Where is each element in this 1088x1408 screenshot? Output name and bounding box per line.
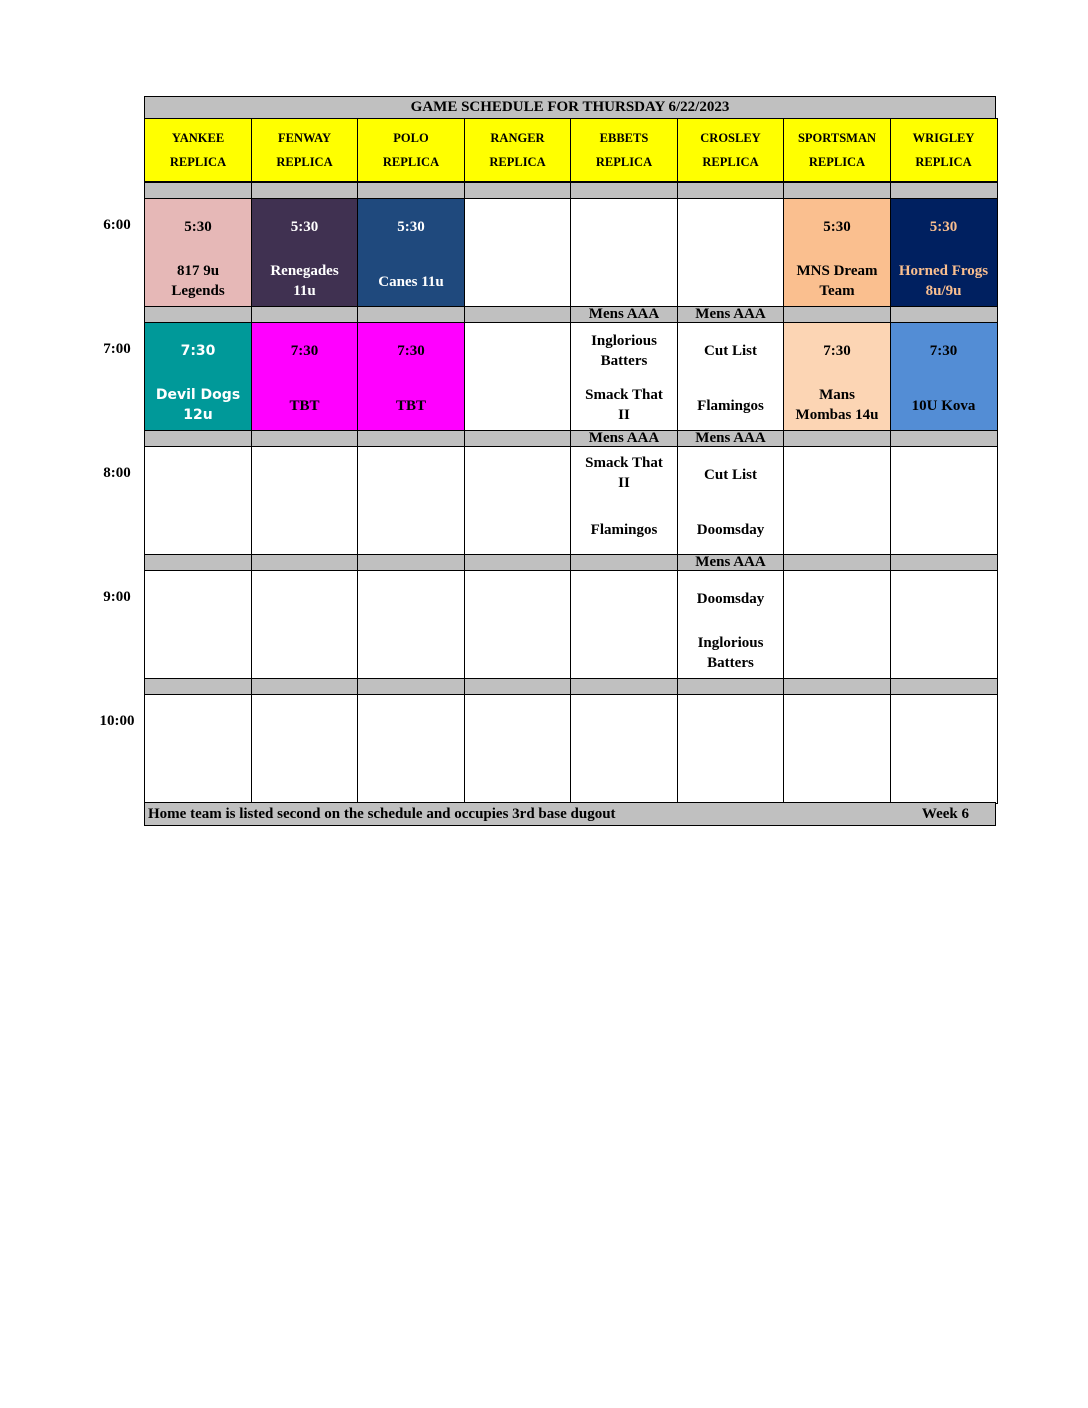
- game-slot: [677, 446, 785, 556]
- slot-time: 5:30: [929, 218, 958, 235]
- empty-slot: [677, 198, 785, 308]
- divider-cell: [357, 182, 465, 199]
- divider-cell: [144, 182, 252, 199]
- slot-matchup: Inglorious Batters: [697, 634, 764, 671]
- time-label: 9:00: [103, 588, 131, 605]
- field-header: [783, 118, 891, 182]
- empty-slot: [677, 694, 785, 804]
- week-label: Week 6: [921, 805, 969, 822]
- game-slot: [677, 322, 785, 432]
- divider-cell: [890, 678, 998, 695]
- field-header: [677, 118, 785, 182]
- divider-cell: [570, 678, 678, 695]
- divider-cell: Mens AAA: [677, 430, 785, 447]
- time-label: 8:00: [103, 464, 131, 481]
- field-name: EBBETS: [599, 131, 649, 145]
- empty-slot: [783, 446, 891, 556]
- game-slot: [890, 198, 998, 308]
- divider-cell: [783, 182, 891, 199]
- empty-slot: [464, 322, 572, 432]
- slot-matchup: MNS Dream Team: [796, 262, 878, 299]
- field-subtitle: REPLICA: [915, 155, 972, 169]
- empty-slot: [464, 570, 572, 680]
- divider-cell: [144, 678, 252, 695]
- field-name: SPORTSMAN: [797, 131, 877, 145]
- field-header: [570, 118, 678, 182]
- slot-matchup: 10U Kova: [911, 397, 976, 414]
- divider-cell: [251, 678, 359, 695]
- field-subtitle: REPLICA: [276, 155, 333, 169]
- game-slot: [144, 198, 252, 308]
- footer-note: Home team is listed second on the schedule and occupies 3rd base dugout: [148, 805, 616, 822]
- divider-cell: [570, 182, 678, 199]
- field-header: [251, 118, 359, 182]
- field-header: [890, 118, 998, 182]
- field-name: WRIGLEY: [912, 131, 975, 145]
- empty-slot: [357, 570, 465, 680]
- divider-cell: [464, 678, 572, 695]
- game-slot: [251, 322, 359, 432]
- empty-slot: [144, 694, 252, 804]
- empty-slot: [464, 446, 572, 556]
- slot-matchup: Horned Frogs 8u/9u: [898, 262, 989, 299]
- slot-time: 5:30: [397, 218, 425, 235]
- slot-time: 7:30: [823, 342, 851, 359]
- field-subtitle: REPLICA: [702, 155, 759, 169]
- divider-cell: Mens AAA: [570, 306, 678, 323]
- divider-cell: Mens AAA: [677, 306, 785, 323]
- slot-matchup: Doomsday: [696, 521, 765, 538]
- divider-cell: [464, 430, 572, 447]
- schedule-title: GAME SCHEDULE FOR THURSDAY 6/22/2023: [144, 96, 996, 119]
- field-subtitle: REPLICA: [382, 155, 440, 169]
- empty-slot: [357, 694, 465, 804]
- empty-slot: [251, 446, 359, 556]
- time-label: 7:00: [103, 340, 131, 357]
- empty-slot: [251, 694, 359, 804]
- divider-cell: [890, 554, 998, 571]
- game-slot: [570, 322, 678, 432]
- field-header: [464, 118, 572, 182]
- divider-cell: [357, 306, 465, 323]
- slot-time: 7:30: [929, 342, 958, 359]
- slot-matchup: Canes 11u: [378, 273, 444, 290]
- game-slot: [677, 570, 785, 680]
- divider-cell: [783, 554, 891, 571]
- empty-slot: [464, 198, 572, 308]
- divider-cell: [251, 430, 359, 447]
- game-slot: [783, 198, 891, 308]
- divider-cell: [144, 306, 252, 323]
- schedule-table: [144, 96, 996, 833]
- game-slot: [890, 322, 998, 432]
- divider-cell: [144, 430, 252, 447]
- game-slot: [357, 322, 465, 432]
- empty-slot: [783, 570, 891, 680]
- game-slot: [251, 198, 359, 308]
- divider-cell: Mens AAA: [677, 554, 785, 571]
- divider-cell: [783, 306, 891, 323]
- divider-cell: [464, 182, 572, 199]
- slot-time: 5:30: [823, 218, 851, 235]
- slot-time: 5:30: [184, 218, 212, 235]
- field-subtitle: REPLICA: [595, 155, 653, 169]
- slot-time: 7:30: [397, 342, 425, 359]
- slot-matchup: TBT: [395, 397, 426, 414]
- slot-time: Smack That II: [585, 454, 663, 491]
- field-name: FENWAY: [277, 131, 332, 145]
- slot-time: 7:30: [290, 342, 319, 359]
- divider-cell: [677, 182, 785, 199]
- slot-matchup: 817 9u Legends: [171, 262, 225, 299]
- divider-cell: [783, 678, 891, 695]
- game-slot: [144, 322, 252, 432]
- divider-cell: [357, 430, 465, 447]
- divider-cell: [464, 554, 572, 571]
- divider-cell: [144, 554, 252, 571]
- slot-matchup: Mans Mombas 14u: [795, 386, 879, 423]
- game-slot: [570, 446, 678, 556]
- empty-slot: [144, 446, 252, 556]
- empty-slot: [570, 198, 678, 308]
- footer-bar: [144, 802, 996, 826]
- slot-matchup: Flamingos: [590, 521, 658, 538]
- divider-cell: [570, 554, 678, 571]
- field-header: [357, 118, 465, 182]
- slot-matchup: Renegades 11u: [270, 262, 339, 299]
- empty-slot: [357, 446, 465, 556]
- game-slot: [783, 322, 891, 432]
- empty-slot: [464, 694, 572, 804]
- field-subtitle: REPLICA: [489, 155, 546, 169]
- field-subtitle: REPLICA: [169, 155, 227, 169]
- empty-slot: [570, 694, 678, 804]
- slot-matchup: Smack That II: [585, 386, 663, 423]
- field-name: POLO: [393, 131, 429, 145]
- divider-cell: [464, 306, 572, 323]
- divider-cell: Mens AAA: [570, 430, 678, 447]
- empty-slot: [890, 446, 998, 556]
- empty-slot: [890, 570, 998, 680]
- slot-time: Cut List: [704, 342, 757, 359]
- slot-time: Doomsday: [696, 590, 765, 607]
- slot-time: 7:30: [180, 342, 216, 359]
- slot-time: Cut List: [704, 466, 757, 483]
- time-label: 10:00: [99, 712, 135, 729]
- empty-slot: [890, 694, 998, 804]
- field-subtitle: REPLICA: [808, 155, 866, 169]
- divider-cell: [890, 430, 998, 447]
- slot-matchup: TBT: [289, 397, 320, 414]
- slot-matchup: Devil Dogs 12u: [155, 386, 241, 423]
- slot-time: 5:30: [290, 218, 319, 235]
- divider-cell: [890, 182, 998, 199]
- divider-cell: [783, 430, 891, 447]
- divider-cell: [357, 678, 465, 695]
- empty-slot: [251, 570, 359, 680]
- field-name: CROSLEY: [700, 131, 761, 145]
- game-slot: [357, 198, 465, 308]
- divider-cell: [251, 182, 359, 199]
- divider-cell: [357, 554, 465, 571]
- field-name: YANKEE: [171, 131, 225, 145]
- field-header: [144, 118, 252, 182]
- divider-cell: [251, 306, 359, 323]
- empty-slot: [144, 570, 252, 680]
- slot-time: Inglorious Batters: [591, 332, 657, 369]
- field-name: RANGER: [490, 131, 545, 145]
- time-label: 6:00: [103, 216, 131, 233]
- slot-matchup: Flamingos: [697, 397, 764, 414]
- empty-slot: [783, 694, 891, 804]
- empty-slot: [570, 570, 678, 680]
- divider-cell: [677, 678, 785, 695]
- divider-cell: [251, 554, 359, 571]
- divider-cell: [890, 306, 998, 323]
